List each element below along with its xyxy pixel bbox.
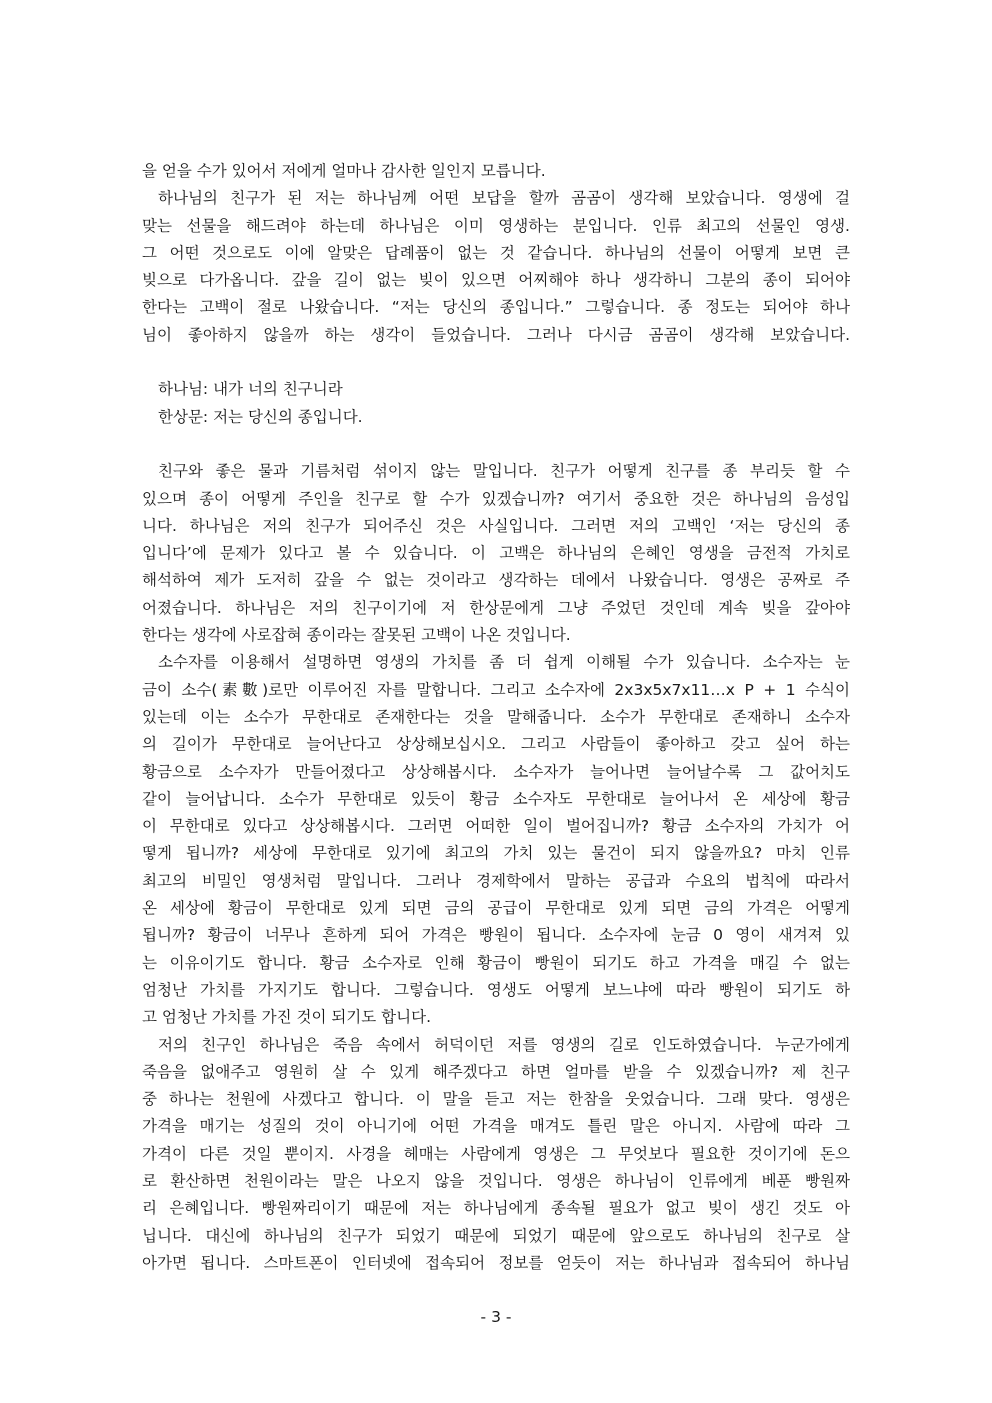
- text-line: 한다는 고백이 절로 나왔습니다. “저는 당신의 종입니다.” 그렇습니다. 종 정도는 되어야 하나: [142, 298, 850, 317]
- page-number: - 3 -: [480, 1308, 512, 1326]
- text-line: 빚으로 다가옵니다. 갚을 길이 없는 빚이 있으면 어찌해야 하나 생각하니 그분의 종이 되어야: [142, 271, 850, 290]
- text-line: 저의 친구인 하나님은 죽음 속에서 허덕이던 저를 영생의 길로 인도하였습니다. 누군가에게: [158, 1035, 850, 1054]
- text-line: 이 무한대로 있다고 상상해봅시다. 그러면 어떠한 일이 벌어집니까? 황금 소수자의 가치가 어: [142, 817, 850, 836]
- paragraph-gap: [142, 431, 850, 458]
- text-line: 죽음을 없애주고 영원히 살 수 있게 해주겠다고 하면 얼마를 받을 수 있겠습니까? 제 친구: [142, 1062, 850, 1081]
- text-line: 해석하여 제가 도저히 갚을 수 없는 것이라고 생각하는 데에서 나왔습니다. 영생은 공짜로 주: [142, 571, 850, 590]
- text-line: 그 어떤 것으로도 이에 알맞은 답례품이 없는 것 같습니다. 하나님의 선물이 어떻게 보면 큰: [142, 243, 850, 262]
- text-line: 온 세상에 황금이 무한대로 있게 되면 금의 공급이 무한대로 있게 되면 금의 가격은 어떻게: [142, 899, 850, 918]
- text-line: 최고의 비밀인 영생처럼 말입니다. 그러나 경제학에서 말하는 공급과 수요의 법칙에 따라서: [142, 871, 850, 890]
- text-line: 가격이 다른 것일 뿐이지. 사경을 헤매는 사람에게 영생은 그 무엇보다 필요한 것이기에 돈으: [142, 1144, 850, 1163]
- text-line: 중 하나는 천원에 사겠다고 합니다. 이 말을 듣고 저는 한참을 웃었습니다. 그래 맞다. 영생은: [142, 1090, 850, 1109]
- text-line: 있는데 이는 소수가 무한대로 존재한다는 것을 말해줍니다. 소수가 무한대로 존재하니 소수자: [142, 707, 850, 726]
- text-line: 떻게 됩니까? 세상에 무한대로 있기에 최고의 가치 있는 물건이 되지 않을까요? 마치 인류: [142, 844, 850, 863]
- text-line: 아가면 됩니다. 스마트폰이 인터넷에 접속되어 정보를 얻듯이 저는 하나님과 접속되어 하나님: [142, 1253, 850, 1272]
- text-line: 의 길이가 무한대로 늘어난다고 상상해보십시오. 그리고 사람들이 좋아하고 갖고 싶어 하는: [142, 735, 850, 754]
- text-line: 있으며 종이 어떻게 주인을 친구로 할 수가 있겠습니까? 여기서 중요한 것은 하나님의 음성입: [142, 489, 850, 508]
- text-line: 로 환산하면 천원이라는 말은 나오지 않을 것입니다. 영생은 하나님이 인류에게 베푼 빵원짜: [142, 1171, 850, 1190]
- text-line: 친구와 좋은 물과 기름처럼 섞이지 않는 말입니다. 친구가 어떻게 친구를 종 부리듯 할 수: [158, 462, 850, 481]
- text-line: 리 은혜입니다. 빵원짜리이기 때문에 저는 하나님에게 종속될 필요가 없고 빚이 생긴 것도 아: [142, 1199, 850, 1218]
- text-line: 고 엄청난 가치를 가진 것이 되기도 합니다.: [142, 1008, 432, 1027]
- text-line: 닙니다. 대신에 하나님의 친구가 되었기 때문에 되었기 때문에 앞으로도 하나님의 친구로 살: [142, 1226, 850, 1245]
- text-line: 금이 소수(素數)로만 이루어진 자를 말합니다. 그리고 소수자에 2x3x5x7x11…x P + 1 수식이: [142, 680, 850, 699]
- text-line: 한다는 생각에 사로잡혀 종이라는 잘못된 고백이 나온 것입니다.: [142, 626, 571, 645]
- text-line: 님이 좋아하지 않을까 하는 생각이 들었습니다. 그러나 다시금 곰곰이 생각해 보았습니다.: [142, 325, 850, 344]
- text-line: 는 이유이기도 합니다. 황금 소수자로 인해 황금이 빵원이 되기도 하고 가격을 매길 수 없는: [142, 953, 850, 972]
- dialogue-line: 하나님: 내가 너의 친구니라: [158, 380, 343, 399]
- text-line: 엄청난 가치를 가지기도 합니다. 그렇습니다. 영생도 어떻게 보느냐에 따라 빵원이 되기도 하: [142, 980, 850, 999]
- text-line: 같이 늘어납니다. 소수가 무한대로 있듯이 황금 소수자도 무한대로 늘어나서 온 세상에 황금: [142, 789, 850, 808]
- text-line: 어졌습니다. 하나님은 저의 친구이기에 저 한상문에게 그냥 주었던 것인데 계속 빚을 갚아야: [142, 598, 850, 617]
- text-line: 됩니까? 황금이 너무나 흔하게 되어 가격은 빵원이 됩니다. 소수자에 눈금 0 영이 새겨져 있: [142, 926, 850, 945]
- text-line: 소수자를 이용해서 설명하면 영생의 가치를 좀 더 쉽게 이해될 수가 있습니다. 소수자는 눈: [158, 653, 850, 672]
- text-line: 입니다’에 문제가 있다고 볼 수 있습니다. 이 고백은 하나님의 은혜인 영생을 금전적 가치로: [142, 544, 850, 563]
- paragraph-gap: [142, 349, 850, 376]
- dialogue-line: 한상문: 저는 당신의 종입니다.: [158, 407, 363, 426]
- text-line: 가격을 매기는 성질의 것이 아니기에 어떤 가격을 매겨도 틀린 말은 아니지. 사람에 따라 그: [142, 1117, 850, 1136]
- text-line: 하나님의 친구가 된 저는 하나님께 어떤 보답을 할까 곰곰이 생각해 보았습니다. 영생에 걸: [158, 189, 850, 208]
- body-text: [142, 158, 850, 1277]
- text-line: 맞는 선물을 해드려야 하는데 하나님은 이미 영생하는 분입니다. 인류 최고의 선물인 영생.: [142, 216, 850, 235]
- text-line: 황금으로 소수자가 만들어졌다고 상상해봅시다. 소수자가 늘어나면 늘어날수록 그 값어치도: [142, 762, 850, 781]
- text-line: 을 얻을 수가 있어서 저에게 얼마나 감사한 일인지 모릅니다.: [142, 162, 546, 180]
- text-line: 니다. 하나님은 저의 친구가 되어주신 것은 사실입니다. 그러면 저의 고백인 ‘저는 당신의 종: [142, 516, 850, 535]
